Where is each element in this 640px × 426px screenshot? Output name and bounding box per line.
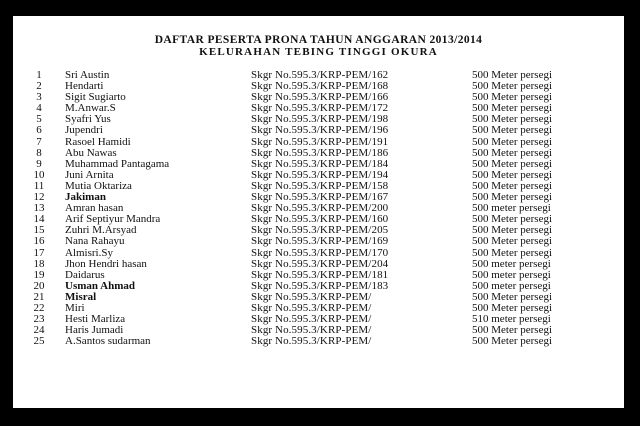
land-area: 500 Meter persegi: [472, 157, 553, 170]
land-area: 500 Meter persegi: [472, 235, 553, 248]
row-number: 10: [33, 168, 45, 181]
document-number: Skgr No.595.3/KRP-PEM/181: [251, 268, 389, 281]
document-number: Skgr No.595.3/KRP-PEM/168: [251, 80, 389, 93]
participant-name: Zuhri M.Arsyad: [65, 224, 137, 237]
list-item: [13, 336, 624, 347]
document-page: [13, 16, 624, 408]
land-area: 500 Meter persegi: [472, 113, 553, 126]
document-number: Skgr No.595.3/KRP-PEM/184: [251, 157, 389, 170]
row-number: 9: [36, 157, 42, 170]
participant-name: Amran hasan: [65, 202, 124, 215]
document-number: Skgr No.595.3/KRP-PEM/167: [251, 191, 389, 204]
document-number: Skgr No.595.3/KRP-PEM/169: [251, 235, 389, 248]
land-area: 500 Meter persegi: [472, 168, 553, 181]
participant-name: Sigit Sugiarto: [65, 91, 126, 104]
document-number: Skgr No.595.3/KRP-PEM/: [251, 301, 372, 314]
land-area: 500 Meter persegi: [472, 91, 553, 104]
document-number: Skgr No.595.3/KRP-PEM/200: [251, 202, 389, 215]
row-number: 11: [33, 179, 45, 192]
row-number: 3: [36, 91, 42, 104]
document-number: Skgr No.595.3/KRP-PEM/162: [251, 69, 389, 81]
row-number: 19: [33, 268, 45, 281]
participant-name: M.Anwar.S: [65, 102, 116, 115]
participant-name: Hesti Marliza: [65, 313, 126, 326]
land-area: 500 Meter persegi: [472, 179, 553, 192]
land-area: 500 Meter persegi: [472, 246, 553, 259]
row-number: 12: [33, 191, 45, 204]
row-number: 15: [33, 224, 45, 237]
participant-name: Daidarus: [65, 268, 105, 281]
land-area: 500 Meter persegi: [472, 301, 553, 314]
row-number: 2: [36, 80, 42, 93]
participant-name: Jhon Hendri hasan: [65, 257, 147, 270]
participant-name: Almisri.Sy: [65, 246, 113, 259]
document-number: Skgr No.595.3/KRP-PEM/186: [251, 146, 389, 159]
document-number: Skgr No.595.3/KRP-PEM/204: [251, 257, 389, 270]
document-number: Skgr No.595.3/KRP-PEM/: [251, 335, 372, 348]
land-area: 500 Meter persegi: [472, 124, 553, 137]
row-number: 16: [33, 235, 45, 248]
participant-list: [13, 70, 624, 347]
document-number: Skgr No.595.3/KRP-PEM/205: [251, 224, 389, 237]
document-number: Skgr No.595.3/KRP-PEM/198: [251, 113, 389, 126]
land-area: 500 Meter persegi: [472, 324, 553, 337]
document-number: Skgr No.595.3/KRP-PEM/183: [251, 279, 389, 292]
participant-name: Arif Septiyur Mandra: [65, 213, 161, 226]
document-number: Skgr No.595.3/KRP-PEM/194: [251, 168, 389, 181]
land-area: 500 meter persegi: [472, 257, 551, 270]
land-area: 500 Meter persegi: [472, 69, 553, 81]
land-area: 500 meter persegi: [472, 268, 551, 281]
land-area: 500 Meter persegi: [472, 290, 553, 303]
participant-name: Rasoel Hamidi: [65, 135, 131, 148]
participant-name: Nana Rahayu: [65, 235, 125, 248]
document-number: Skgr No.595.3/KRP-PEM/196: [251, 124, 389, 137]
document-title: DAFTAR PESERTA PRONA TAHUN ANGGARAN 2013/2014: [154, 34, 483, 46]
land-area: 500 Meter persegi: [472, 224, 553, 237]
document-number: Skgr No.595.3/KRP-PEM/160: [251, 213, 389, 226]
land-area: 500 Meter persegi: [472, 135, 553, 148]
list-item: [13, 137, 624, 148]
participant-name: Muhammad Pantagama: [65, 157, 170, 170]
participant-name: Sri Austin: [65, 69, 110, 81]
land-area: 500 Meter persegi: [472, 191, 553, 204]
land-area: 500 meter persegi: [472, 202, 551, 215]
participant-name: Hendarti: [65, 80, 104, 93]
row-number: 13: [33, 202, 45, 215]
land-area: 500 Meter persegi: [472, 102, 553, 115]
land-area: 500 Meter persegi: [472, 335, 553, 348]
row-number: 14: [33, 213, 45, 226]
participant-name: Haris Jumadi: [65, 324, 124, 337]
participant-name: Usman Ahmad: [65, 279, 135, 292]
row-number: 1: [36, 69, 42, 81]
land-area: 500 Meter persegi: [472, 146, 553, 159]
document-number: Skgr No.595.3/KRP-PEM/: [251, 290, 372, 303]
row-number: 7: [36, 135, 42, 148]
land-area: 500 Meter persegi: [472, 80, 553, 93]
document-number: Skgr No.595.3/KRP-PEM/170: [251, 246, 389, 259]
document-subtitle: KELURAHAN TEBING TINGGI OKURA: [199, 46, 438, 58]
land-area: 500 Meter persegi: [472, 213, 553, 226]
list-item: [13, 236, 624, 247]
document-number: Skgr No.595.3/KRP-PEM/158: [251, 179, 389, 192]
land-area: 500 meter persegi: [472, 279, 551, 292]
document-number: Skgr No.595.3/KRP-PEM/: [251, 313, 372, 326]
row-number: 23: [33, 313, 45, 326]
document-number: Skgr No.595.3/KRP-PEM/166: [251, 91, 389, 104]
land-area: 510 meter persegi: [472, 313, 551, 326]
row-number: 25: [33, 335, 45, 348]
participant-name: Abu Nawas: [65, 146, 117, 159]
document-number: Skgr No.595.3/KRP-PEM/172: [251, 102, 389, 115]
participant-name: Misral: [65, 290, 97, 303]
participant-name: Miri: [65, 301, 85, 314]
row-number: 24: [33, 324, 45, 337]
participant-name: Jupendri: [65, 124, 103, 137]
document-number: Skgr No.595.3/KRP-PEM/191: [251, 135, 389, 148]
participant-name: Syafri Yus: [65, 113, 111, 126]
list-item: [13, 125, 624, 136]
participant-name: A.Santos sudarman: [65, 335, 151, 348]
row-number: 5: [36, 113, 42, 126]
participant-name: Jakiman: [65, 191, 106, 204]
participant-name: Juni Arnita: [65, 168, 114, 181]
row-number: 17: [33, 246, 45, 259]
list-item: [13, 248, 624, 259]
row-number: 4: [36, 102, 42, 115]
row-number: 20: [33, 279, 45, 292]
row-number: 8: [36, 146, 42, 159]
row-number: 22: [33, 301, 45, 314]
row-number: 18: [33, 257, 45, 270]
row-number: 6: [36, 124, 42, 137]
document-number: Skgr No.595.3/KRP-PEM/: [251, 324, 372, 337]
row-number: 21: [33, 290, 45, 303]
participant-name: Mutia Oktariza: [65, 179, 132, 192]
